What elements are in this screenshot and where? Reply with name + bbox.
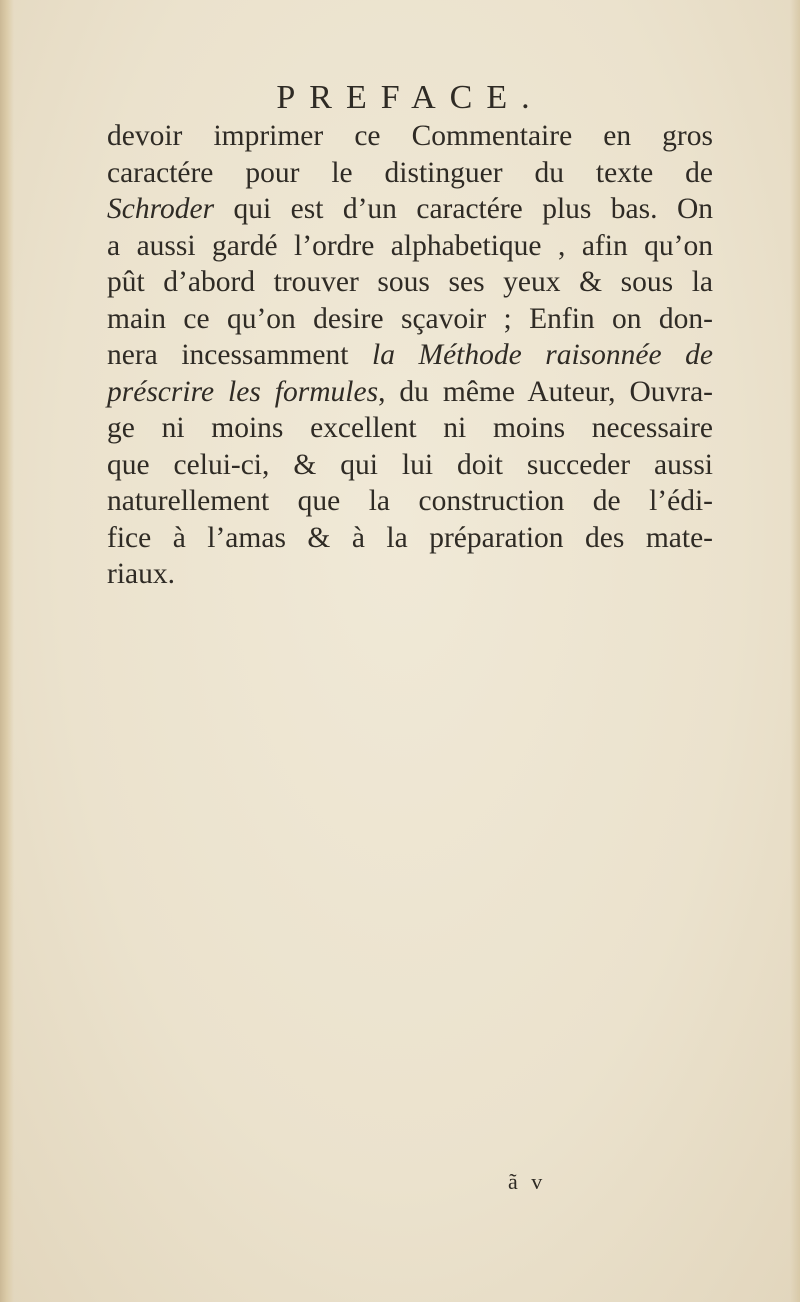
page-edge-left: [0, 0, 14, 1302]
italic-text: Schroder: [107, 193, 215, 225]
text-run: , du même Auteur, Ouvra-: [378, 375, 714, 408]
text-run: fice à l’amas & à la préparation des mate-: [107, 521, 713, 554]
text-line: [107, 118, 713, 155]
body-text: [107, 118, 713, 593]
text-line: [107, 301, 713, 338]
text-run: riaux.: [107, 558, 175, 590]
text-line: [107, 337, 713, 374]
text-line: [107, 520, 713, 557]
text-run: naturellement que la construction de l’édi-: [107, 485, 713, 517]
text-line: [107, 556, 713, 593]
italic-text: préscrire les formules: [107, 375, 379, 408]
text-run: que celui-ci, & qui lui doit succeder aussi: [107, 448, 713, 481]
text-line: [107, 374, 713, 411]
italic-text: la Méthode raisonnée de: [372, 339, 713, 371]
page-edge-right: [790, 0, 800, 1302]
text-line: [107, 191, 713, 228]
text-run: ge ni moins excellent ni moins necessaire: [107, 412, 713, 444]
text-run: nera incessamment: [107, 339, 372, 371]
signature-mark: ã v: [508, 1169, 547, 1194]
text-line: [107, 155, 713, 192]
text-line: [107, 447, 713, 484]
text-run: qui est d’un caractére plus bas. On: [214, 193, 713, 225]
text-line: [107, 228, 713, 265]
text-run: devoir imprimer ce Commentaire en gros: [107, 120, 713, 152]
text-line: [107, 264, 713, 301]
text-run: pût d’abord trouver sous ses yeux & sous la: [107, 266, 713, 298]
text-run: a aussi gardé l’ordre alphabetique , afin qu’on: [107, 229, 713, 262]
text-run: caractére pour le distinguer du texte de: [107, 156, 713, 189]
running-header: PREFACE.: [276, 79, 544, 116]
text-line: [107, 410, 713, 447]
text-run: main ce qu’on desire sçavoir ; Enfin on don-: [107, 302, 713, 335]
text-line: [107, 483, 713, 520]
